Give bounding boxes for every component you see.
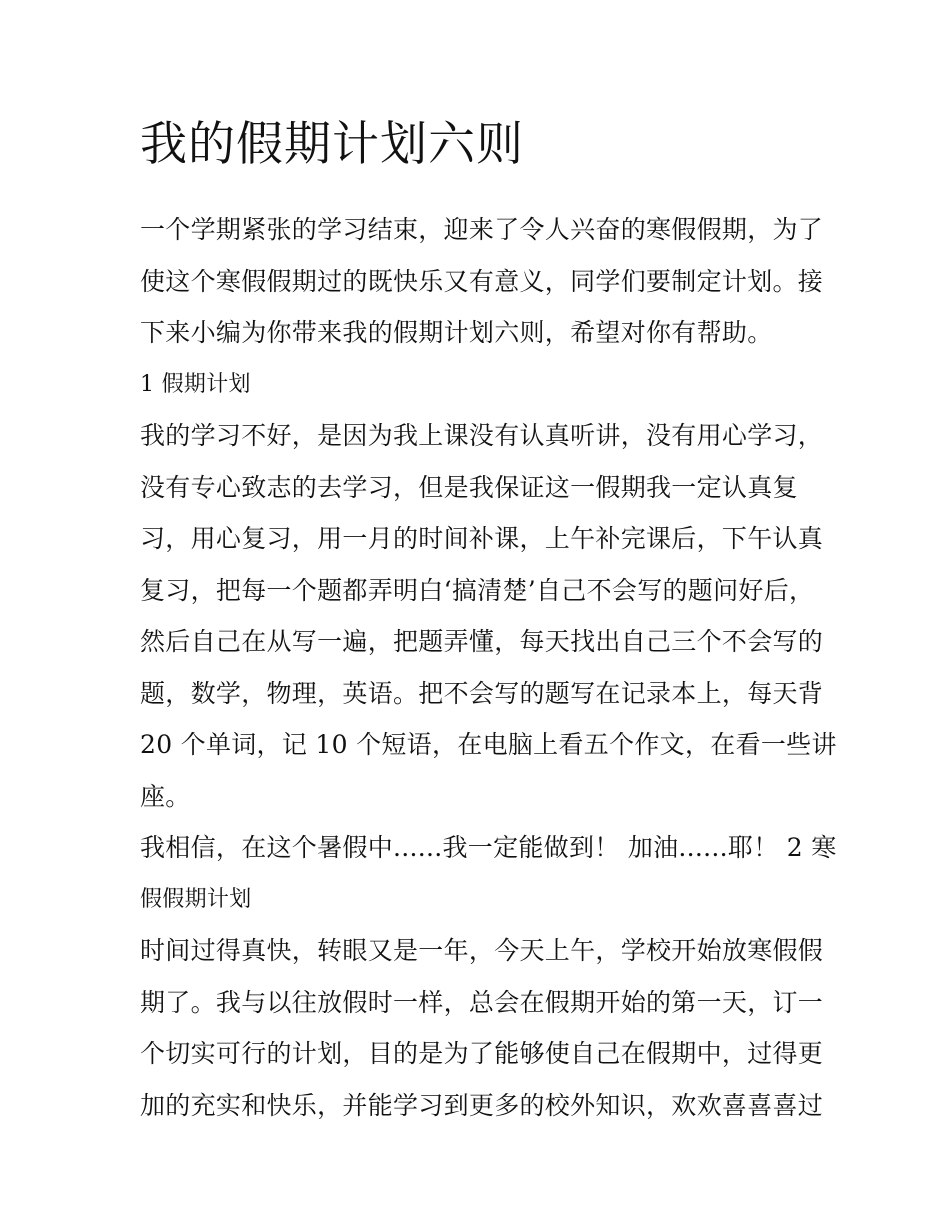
body-line: 个切实可行的计划，目的是为了能够使自己在假期中，过得更 <box>140 1039 824 1068</box>
section-heading: 假假期计划 <box>140 886 252 912</box>
body-line: 一个学期紧张的学习结束，迎来了令人兴奋的寒假假期，为了 <box>140 215 824 244</box>
body-line: 座。 <box>140 781 191 811</box>
body-line: 期了。我与以往放假时一样，总会在假期开始的第一天，订一 <box>140 987 824 1017</box>
section-heading: 1 假期计划 <box>140 371 251 397</box>
body-line: 下来小编为你带来我的假期计划六则，希望对你有帮助。 <box>140 318 773 347</box>
document-page <box>140 112 837 1131</box>
document-title: 我的假期计划六则 <box>140 117 524 172</box>
body-line: 时间过得真快，转眼又是一年，今天上午，学校开始放寒假假 <box>140 936 824 965</box>
body-line: 然后自己在从写一遍，把题弄懂，每天找出自己三个不会写的 <box>140 627 824 656</box>
body-line: 我相信，在这个暑假中......我一定能做到！ 加油......耶！ 2 寒 <box>140 833 837 862</box>
body-line: 加的充实和快乐，并能学习到更多的校外知识，欢欢喜喜喜过 <box>140 1090 824 1120</box>
body-line: 题，数学，物理，英语。把不会写的题写在记录本上，每天背 <box>140 678 824 708</box>
body-line: 20 个单词，记 10 个短语，在电脑上看五个作文，在看一些讲 <box>140 730 837 759</box>
body-line: 习，用心复习，用一月的时间补课，上午补完课后，下午认真 <box>140 524 824 553</box>
body-line: 没有专心致志的去学习，但是我保证这一假期我一定认真复 <box>140 472 798 502</box>
body-line: 使这个寒假假期过的既快乐又有意义，同学们要制定计划。接 <box>140 266 824 296</box>
document-body <box>140 204 837 1131</box>
body-line: 我的学习不好，是因为我上课没有认真听讲，没有用心学习， <box>140 421 824 450</box>
body-line: 复习，把每一个题都弄明白‘搞清楚’自己不会写的题问好后， <box>140 575 815 605</box>
